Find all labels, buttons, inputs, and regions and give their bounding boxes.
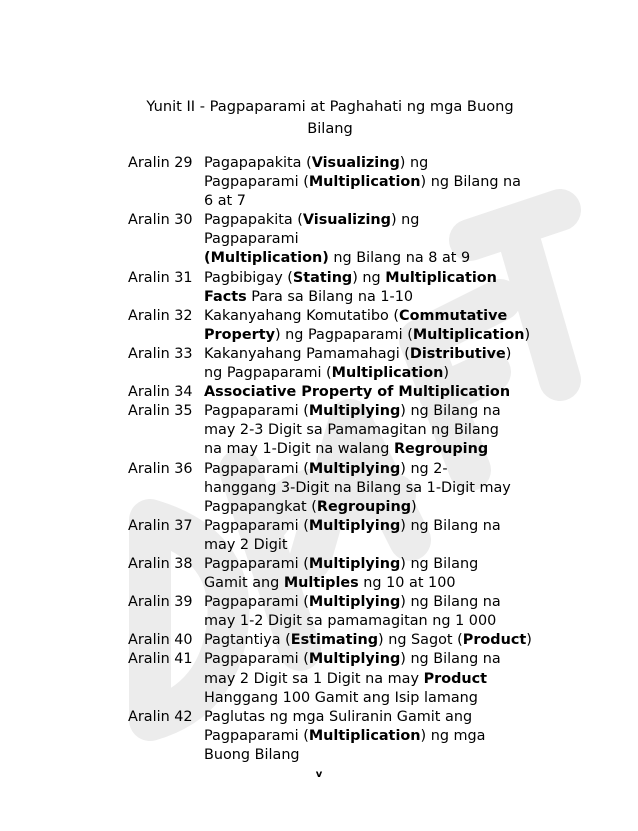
lesson-title-text: ) ng Bilang na <box>400 403 501 420</box>
lesson-title <box>204 211 528 268</box>
lesson-title-term: Multiplication <box>331 365 444 382</box>
lesson-title <box>204 631 532 650</box>
lesson-title-text: Gamit ang <box>204 575 284 592</box>
lesson-item <box>128 708 528 765</box>
page-number: v <box>315 769 323 780</box>
lesson-title-text: Para sa Bilang na 1-10 <box>246 288 414 305</box>
lesson-number: Aralin 36 <box>128 460 193 477</box>
lesson-title-term: Multiplication <box>308 174 421 191</box>
lesson-title-line <box>204 288 528 307</box>
lesson-number: Aralin 31 <box>128 269 193 286</box>
lesson-title-term: Multiplying <box>308 517 401 534</box>
lesson-title-text: Kakanyahang Pamamahagi ( <box>204 345 410 362</box>
lesson-title-text: ) ng Pagpaparami ( <box>274 326 413 343</box>
lesson-title-line <box>204 326 531 345</box>
lesson-title <box>204 460 528 517</box>
lesson-title-text: ) ng Bilang na <box>400 594 501 611</box>
lesson-title-text: Pagpaparami ( <box>204 517 309 534</box>
lesson-title-text: ) ng <box>352 269 386 286</box>
lesson-item <box>128 517 528 555</box>
lesson-title-text: Pagtantiya ( <box>204 632 291 649</box>
lesson-title-term: Product <box>462 632 527 649</box>
lesson-title-line <box>204 249 528 268</box>
lesson-title-text: Pagpaparami <box>204 231 299 248</box>
lesson-title-term: Product <box>423 670 488 687</box>
lesson-title-text: ) ng <box>399 155 429 171</box>
lesson-item <box>128 631 532 650</box>
lesson-title-text: ) ng Bilang na <box>420 174 521 191</box>
lesson-title-text: Buong Bilang <box>204 746 300 763</box>
lesson-title-line <box>204 670 528 689</box>
lesson-title-text: ) ng Sagot ( <box>378 632 463 649</box>
lesson-title-line <box>204 460 528 479</box>
lesson-item <box>128 460 528 517</box>
lesson-title-line <box>204 574 528 593</box>
lesson-item <box>128 269 528 307</box>
lesson-item <box>128 650 528 707</box>
lesson-title-term: Commutative <box>399 307 508 324</box>
lesson-title-text: may 2 Digit sa 1 Digit na may <box>204 670 424 687</box>
lesson-number: Aralin 32 <box>128 307 193 324</box>
lesson-title-text: Paglutas ng mga Suliranin Gamit ang <box>204 708 473 725</box>
lesson-number: Aralin 38 <box>128 555 193 572</box>
lesson-title-text: ) ng mga <box>420 727 486 744</box>
lesson-title-text: Hanggang 100 Gamit ang Isip lamang <box>204 689 478 706</box>
lesson-title-line <box>204 631 532 650</box>
lesson-title-line <box>204 402 528 421</box>
lesson-item <box>128 593 528 631</box>
lesson-title <box>204 402 528 459</box>
lesson-title-text: may 1-2 Digit sa pamamagitan ng 1 000 <box>204 613 497 630</box>
lesson-title-text: ) ng Bilang <box>400 555 479 572</box>
lesson-title-line <box>204 612 528 631</box>
lesson-title-term: Multiplying <box>308 555 401 572</box>
lesson-title-text: Pagbibigay ( <box>204 269 293 286</box>
lesson-title-term: Multiplication <box>385 269 497 286</box>
lesson-title <box>204 307 531 345</box>
lesson-title-term: Multiplying <box>308 651 401 668</box>
lesson-title-text: Pagpaparami ( <box>204 174 309 191</box>
lesson-title-term: Property <box>204 326 275 343</box>
lesson-title-line <box>204 517 528 536</box>
lesson-title-line <box>204 689 528 708</box>
lesson-title-text: Kakanyahang Komutatibo ( <box>204 307 400 324</box>
lesson-title-text: may 2 Digit <box>204 536 288 553</box>
lesson-title-text: ) <box>505 345 512 362</box>
lesson-title-line <box>204 192 528 211</box>
lesson-title-line <box>204 421 528 440</box>
lesson-title-term: Multiples <box>283 575 359 592</box>
lesson-title-term: Distributive <box>409 345 506 362</box>
lesson-title-line <box>204 498 528 517</box>
lesson-number: Aralin 42 <box>128 708 193 725</box>
lesson-title-text: ) ng Bilang na <box>400 517 501 534</box>
lesson-item <box>128 154 528 211</box>
lesson-title <box>204 154 528 211</box>
lesson-title-text: Pagpapangkat ( <box>204 498 317 515</box>
lesson-title-term: Multiplying <box>308 594 401 611</box>
unit-title-line: Bilang <box>307 120 353 137</box>
lesson-title-term: Stating <box>292 269 353 286</box>
lesson-title-term: (Multiplication) <box>204 250 329 267</box>
lesson-title-term: Multiplication <box>412 326 525 343</box>
lesson-title-line <box>204 269 528 288</box>
lesson-number: Aralin 39 <box>128 594 193 611</box>
lesson-item <box>128 383 528 402</box>
lesson-title <box>204 708 528 765</box>
lesson-title <box>204 555 528 593</box>
lesson-title-text: ng Bilang na 8 at 9 <box>328 250 471 267</box>
lesson-title-term: Multiplication <box>308 727 421 744</box>
lesson-item <box>128 402 528 459</box>
lesson-title-line <box>204 211 528 230</box>
lesson-title-text: ng 10 at 100 <box>358 575 456 592</box>
lesson-title-text: ) <box>411 498 417 515</box>
lesson-title-term: Facts <box>204 288 247 305</box>
lesson-number: Aralin 37 <box>128 517 193 534</box>
lesson-number: Aralin 40 <box>128 632 193 649</box>
lesson-title-line <box>204 307 528 326</box>
lesson-title-term: Estimating <box>290 632 379 649</box>
lesson-title <box>204 383 528 402</box>
lesson-title-line <box>204 746 528 765</box>
lesson-title-term: Regrouping <box>393 441 489 458</box>
lesson-title-line <box>204 364 528 383</box>
lesson-title-line <box>204 173 528 192</box>
lesson-title-text: Pagpaparami ( <box>204 460 309 477</box>
lesson-title-text: Pagpaparami ( <box>204 727 309 744</box>
lesson-title-text: ) ng <box>390 212 420 229</box>
lesson-title <box>204 269 528 307</box>
lesson-title-text: Pagpaparami ( <box>204 594 309 611</box>
lesson-number: Aralin 35 <box>128 403 193 420</box>
lesson-title-line <box>204 536 528 555</box>
lesson-title-line <box>204 230 528 249</box>
lesson-title-text: na may 1-Digit na walang <box>204 441 394 458</box>
lesson-title-text: ) <box>524 326 531 343</box>
lesson-title-term: Regrouping <box>316 498 412 515</box>
lesson-title-text: hanggang 3-Digit na Bilang sa 1-Digit may <box>204 479 511 496</box>
lesson-title-term: Associative Property of Multiplication <box>204 384 511 401</box>
lesson-title-line <box>204 708 528 727</box>
lesson-item <box>128 211 528 268</box>
unit-title-line: Yunit II - Pagpaparami at Paghahati ng mga Buong <box>146 98 514 115</box>
lesson-title-line <box>204 650 528 669</box>
lesson-number: Aralin 29 <box>128 155 193 171</box>
lesson-title <box>204 345 528 383</box>
lesson-number: Aralin 33 <box>128 345 193 362</box>
lesson-title <box>204 517 528 555</box>
lesson-number: Aralin 41 <box>128 651 193 668</box>
lesson-title-text: Pagpapakita ( <box>204 212 303 229</box>
lesson-title-line <box>204 593 528 612</box>
lesson-title-text: may 2-3 Digit sa Pamamagitan ng Bilang <box>204 422 499 439</box>
lesson-title-term: Multiplying <box>308 403 401 420</box>
lesson-title-term: Multiplying <box>308 460 401 477</box>
lesson-title-line <box>204 440 528 459</box>
lesson-title <box>204 650 528 707</box>
lesson-title-line <box>204 154 528 173</box>
lesson-title-text: ) <box>443 365 449 382</box>
lesson-item <box>128 345 528 383</box>
lesson-title-line <box>204 727 528 746</box>
lesson-title-text: Pagpaparami ( <box>204 651 309 668</box>
lesson-title-text: ) <box>526 632 532 649</box>
lesson-title-line <box>204 383 528 402</box>
lesson-title-term: Visualizing <box>311 155 400 171</box>
unit-title <box>110 96 550 140</box>
lesson-list <box>128 154 532 765</box>
lesson-title-line <box>204 555 528 574</box>
lesson-title-text: Pagapapakita ( <box>204 155 312 171</box>
lesson-title-term: Visualizing <box>302 212 391 229</box>
lesson-title <box>204 593 528 631</box>
lesson-title-text: ng Pagpaparami ( <box>204 365 332 382</box>
lesson-number: Aralin 30 <box>128 212 193 229</box>
lesson-item <box>128 307 531 345</box>
lesson-title-line <box>204 345 528 364</box>
lesson-title-text: ) ng 2- <box>400 460 448 477</box>
lesson-number: Aralin 34 <box>128 384 193 401</box>
lesson-item <box>128 555 528 593</box>
lesson-title-text: 6 at 7 <box>204 193 246 210</box>
lesson-title-line <box>204 479 528 498</box>
lesson-title-text: ) ng Bilang na <box>400 651 501 668</box>
lesson-title-text: Pagpaparami ( <box>204 555 309 572</box>
lesson-title-text: Pagpaparami ( <box>204 403 309 420</box>
